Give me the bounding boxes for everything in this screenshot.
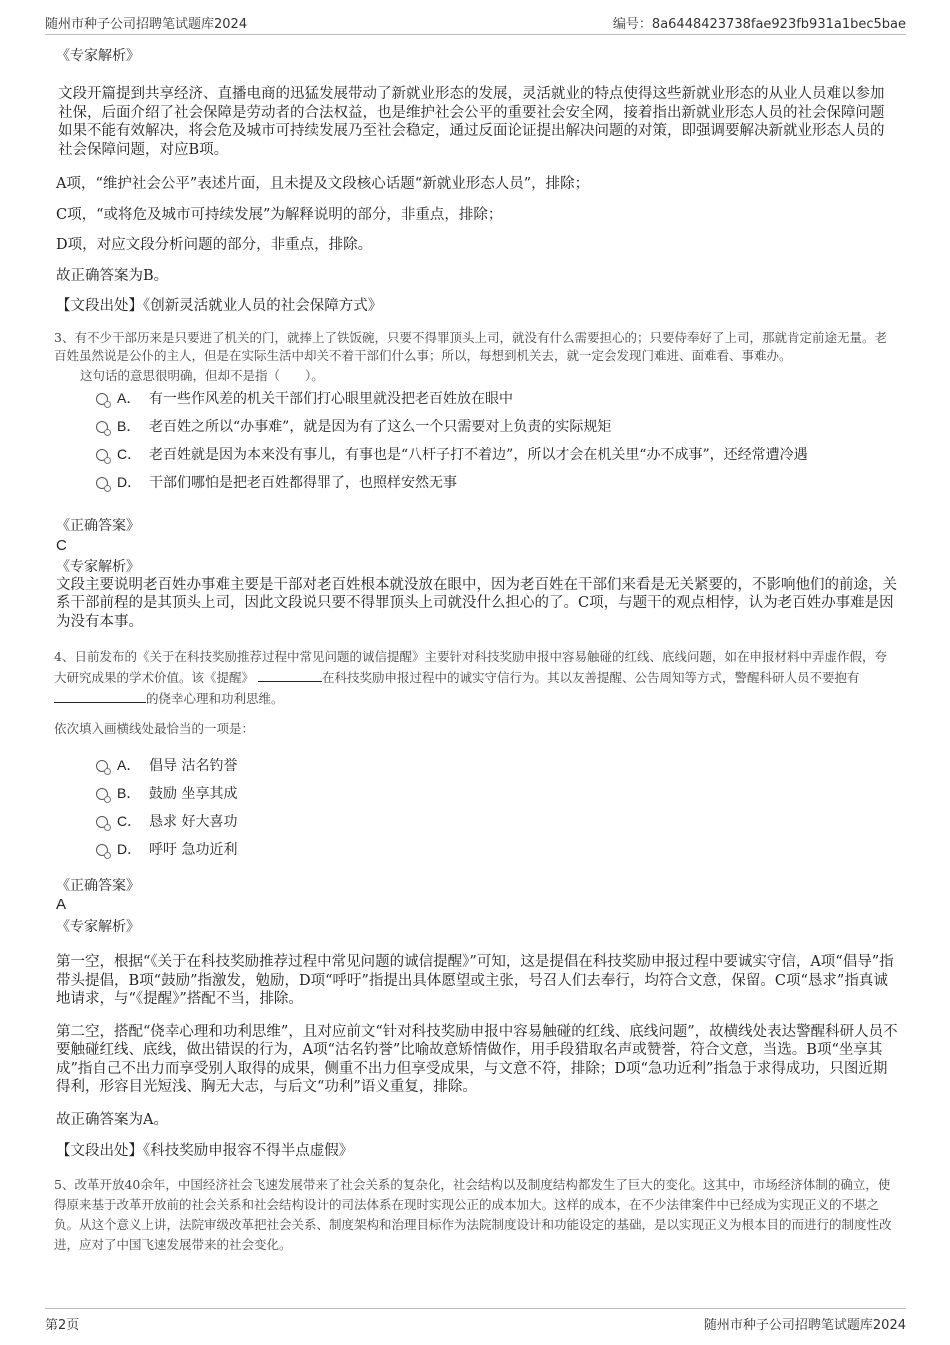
q3-option-b[interactable]	[56, 413, 898, 441]
q2-analysis-title: 《专家解析》	[56, 48, 140, 64]
q4-stem-part2: 在科技奖励申报过程中的诚实守信行为。其以友善提醒、公告周知等方式，警醒科研人员不要抱有	[322, 670, 860, 685]
option-text: 倡导 沽名钓誉	[149, 758, 238, 774]
option-text: 呼吁 急功近利	[149, 842, 238, 858]
radio-icon[interactable]	[96, 816, 108, 828]
q4-option-d[interactable]	[56, 836, 898, 864]
footer-title: 随州市种子公司招聘笔试题库2024	[703, 1318, 906, 1333]
radio-icon[interactable]	[96, 760, 108, 772]
q4-stem-part1: 4、日前发布的《关于在科技奖励推荐过程中常见问题的诚信提醒》主要针对科技奖励申报中容易触碰的红线、底线问题，如在申报材料中弄虚作假，夸大研究成果的学术价值。该《提醒》	[54, 649, 887, 685]
source-label: 【文段出处】	[56, 1143, 143, 1159]
option-text: 有一些作风差的机关干部们打心眼里就没把老百姓放在眼中	[149, 390, 513, 407]
radio-icon[interactable]	[96, 788, 108, 800]
q4-option-b[interactable]	[56, 780, 898, 808]
source-title: 《科技奖励申报容不得半点虚假》	[143, 1143, 354, 1159]
option-letter: C．	[117, 445, 142, 462]
q2-source	[56, 297, 898, 316]
option-letter: D．	[117, 473, 142, 490]
q3-option-c[interactable]	[56, 441, 898, 469]
q3-option-d[interactable]	[56, 469, 898, 497]
q4-question: 依次填入画横线处最恰当的一项是：	[54, 721, 255, 736]
q3-options	[56, 385, 898, 497]
q2-conclusion: 故正确答案为B。	[56, 267, 169, 284]
q4-answer-title: 《正确答案》	[56, 878, 140, 894]
option-letter: B．	[117, 417, 141, 434]
option-text: 老百姓就是因为本来没有事儿，有事也是“八杆子打不着边”，所以才会在机关里“办不成事”，还经常遭冷遇	[149, 446, 808, 463]
q4-analysis-blank1: 第一空，根据“《关于在科技奖励推荐过程中常见问题的诚信提醒》”可知，这是提倡在科技奖励申报过程中要诚实守信，A项“倡导”指带头提倡，B项“鼓励”指激发，勉励，D项“呼吁”指提出具体愿望或主张，号召人们去奉行，均符合文意，保留。C项“恳求”指真诚地请求，与“《提醒》”搭配不当，排除。	[56, 954, 894, 1007]
q4-answer: A	[56, 896, 67, 913]
q5-stem: 5、改革开放40余年，中国经济社会飞速发展带来了社会关系的复杂化，社会结构以及制度结构都发生了巨大的变化。这其中，市场经济体制的确立，使得原来基于改革开放前的社会关系和社会结构设计的司法体系在现时实现公正的成本加大。这样的成本，在不少法律案件中已经成为实现正义的不堪之负。从这个意义上讲，法院审级改革把社会关系、制度架构和治理目标作为法院制度设计和功能设定的基础，是以实现正义为根本目的而进行的制度性改进，应对了中国飞速发展带来的社会变化。	[54, 1176, 892, 1252]
q3-analysis: 文段主要说明老百姓办事难主要是干部对老百姓根本就没放在眼中，因为老百姓在干部们来看是无关紧要的，不影响他们的前途，关系干部前程的是其顶头上司，因此文段说只要不得罪顶头上司就没什么担心的了。C项，与题干的观点相悖，认为老百姓办事难是因为没有本事。	[56, 576, 897, 630]
q4-option-a[interactable]	[56, 752, 898, 780]
page-content	[56, 40, 898, 1255]
option-text: 老百姓之所以“办事难”，就是因为有了这么一个只需要对上负责的实际规矩	[149, 418, 612, 435]
q4-option-c[interactable]	[56, 808, 898, 836]
q3-answer: C	[56, 536, 67, 554]
q2-option-c-note: C项，“或将危及城市可持续发展”为解释说明的部分，非重点，排除；	[56, 206, 503, 223]
q3-stem: 3、有不少干部历来是只要进了机关的门，就捧上了铁饭碗，只要不得罪顶头上司，就没有什么需要担心的；只要侍奉好了上司，那就肯定前途无量。老百姓虽然说是公仆的主人，但是在实际生活中却关不着干部们什么事；所以，每想到机关去，就一定会发现门难进、面难看、事难办。	[54, 329, 887, 363]
option-letter: C．	[117, 813, 142, 829]
q2-analysis: 文段开篇提到共享经济、直播电商的迅猛发展带动了新就业形态的发展，灵活就业的特点使得这些新就业形态的从业人员难以参加社保，后面介绍了社会保障是劳动者的合法权益，也是维护社会公平的重要社会安全网，接着指出新就业形态人员的社会保障问题如果不能有效解决，将会危及城市可持续发展乃至社会稳定，通过反面论证提出解决问题的对策，即强调要解决新就业形态人员的社会保障问题，对应B项。	[58, 86, 885, 158]
q4-analysis-blank2: 第二空，搭配“侥幸心理和功利思维”，且对应前文“针对科技奖励申报中容易触碰的红线、底线问题”，故横线处表达警醒科研人员不要触碰红线、底线，做出错误的行为，A项“沽名钓誉”比喻故意矫情做作，用手段猎取名声或赞誉，符合文意，当选。B项“坐享其成”指自己不出力而享受别人取得的成果，侧重不出力但享受成果，与文意不符，排除；D项“急功近利”指急于求得成功，只图近期得利，形容目光短浅、胸无大志，与后文“功利”语义重复，排除。	[56, 1023, 898, 1095]
radio-icon[interactable]	[96, 844, 108, 856]
option-text: 鼓励 坐享其成	[149, 786, 238, 802]
option-letter: D．	[117, 841, 142, 857]
q4-analysis-title: 《专家解析》	[56, 919, 140, 935]
footer-divider	[45, 1308, 906, 1309]
radio-icon[interactable]	[96, 449, 108, 461]
radio-icon[interactable]	[96, 421, 108, 433]
q4-conclusion: 故正确答案为A。	[56, 1111, 168, 1128]
option-text: 恳求 好大喜功	[149, 814, 238, 830]
q3-analysis-title: 《专家解析》	[56, 558, 140, 575]
header-divider	[45, 34, 906, 35]
option-letter: A．	[117, 389, 141, 406]
source-label: 【文段出处】	[56, 298, 143, 314]
document-id: 编号：8a6448423738fae923fb931a1bec5bae	[612, 17, 906, 32]
radio-icon[interactable]	[96, 477, 108, 489]
q4-options	[56, 752, 898, 864]
q4-stem-part3: 的侥幸心理和功利思维。	[146, 691, 284, 706]
q2-option-a-note: A项，“维护社会公平”表述片面，且未提及文段核心话题“新就业形态人员”，排除；	[56, 176, 590, 192]
q3-question: 这句话的意思很明确，但却不是指（ ）。	[80, 367, 324, 383]
q3-answer-title: 《正确答案》	[56, 517, 140, 534]
q3-option-a[interactable]	[56, 385, 898, 413]
header-title: 随州市种子公司招聘笔试题库2024	[45, 17, 248, 32]
blank-1	[258, 669, 322, 682]
source-title: 《创新灵活就业人员的社会保障方式》	[143, 298, 383, 314]
q2-option-d-note: D项，对应文段分析问题的部分，非重点，排除。	[56, 237, 373, 253]
option-letter: B．	[117, 785, 141, 801]
option-letter: A．	[117, 757, 141, 773]
page-number: 第2页	[45, 1318, 80, 1333]
radio-icon[interactable]	[96, 393, 108, 405]
option-text: 干部们哪怕是把老百姓都得罪了，也照样安然无事	[149, 474, 457, 491]
q4-stem	[54, 646, 898, 709]
q4-source	[56, 1142, 898, 1161]
blank-2	[54, 690, 146, 703]
